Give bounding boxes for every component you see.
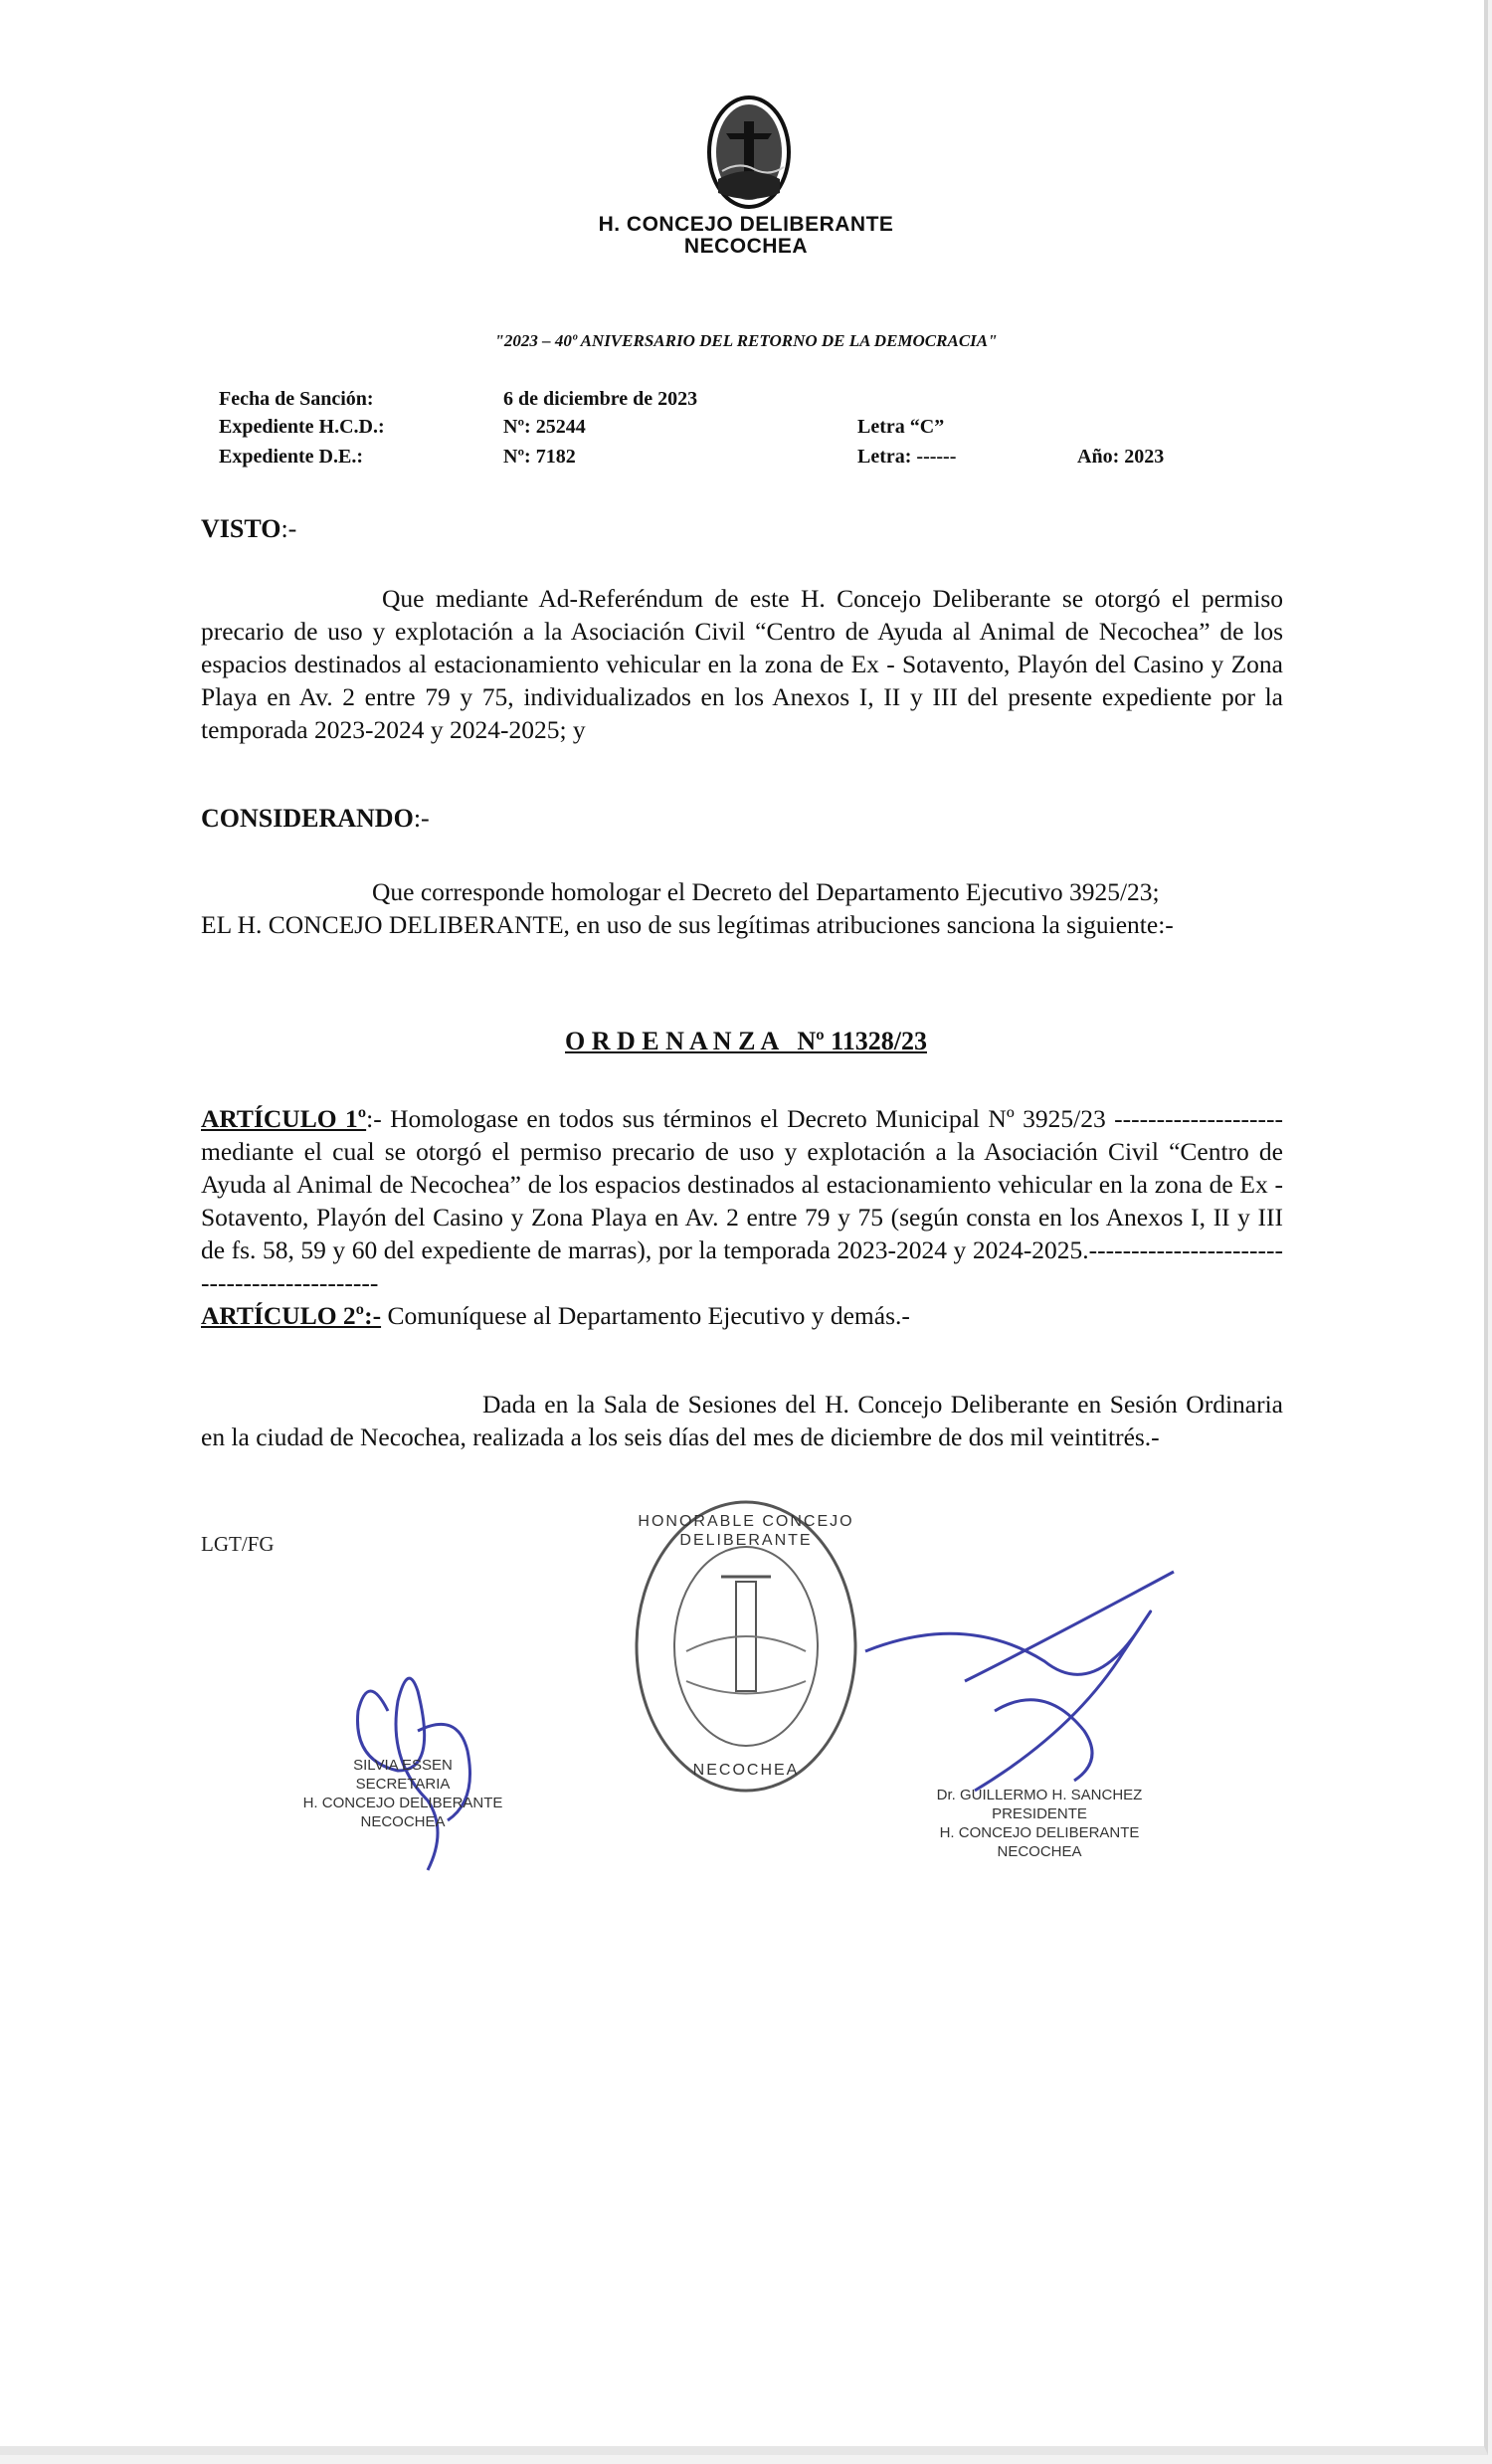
articulo-2: [201, 1299, 1283, 1332]
seal-top-text: HONORABLE CONCEJO DELIBERANTE: [638, 1513, 854, 1549]
de-label: Expediente D.E.:: [219, 446, 363, 468]
articulo-2-text: Comuníquese al Departamento Ejecutivo y demás.-: [381, 1301, 910, 1330]
council-emblem-icon: [704, 94, 794, 211]
signature-right-org: H. CONCEJO DELIBERANTE: [939, 1824, 1140, 1841]
signature-right-role: PRESIDENTE: [992, 1805, 1087, 1822]
closing-paragraph: [201, 1388, 1283, 1453]
fecha-value: 6 de diciembre de 2023: [503, 388, 698, 410]
considerando-text-2: EL H. CONCEJO DELIBERANTE, en uso de sus legítimas atribuciones sanciona la siguiente:-: [201, 910, 1174, 939]
visto-heading: VISTO:-: [201, 514, 297, 543]
closing-text: Dada en la Sala de Sesiones del H. Concejo Deliberante en Sesión Ordinaria en la ciudad de Necochea, realizada a los seis días del mes de diciembre de dos mil veintitrés.-: [201, 1390, 1283, 1451]
articulo-2-label: ARTÍCULO 2º:-: [201, 1301, 382, 1330]
ordenanza-title: O R D E N A N Z A Nº 11328/23: [565, 1027, 927, 1055]
de-letra: Letra: ------: [857, 446, 957, 468]
considerando-heading: CONSIDERANDO:-: [201, 804, 430, 833]
signature-right-block: [895, 1786, 1184, 1861]
signature-right-name: Dr. GUILLERMO H. SANCHEZ: [936, 1787, 1143, 1803]
articulos-block: [201, 1102, 1283, 1332]
signature-left-role: SECRETARIA: [355, 1776, 451, 1793]
signature-left-block: [279, 1756, 527, 1831]
initials: LGT/FG: [201, 1532, 275, 1556]
considerando-paragraph: [201, 875, 1283, 941]
visto-text: Que mediante Ad-Referéndum de este H. Concejo Deliberante se otorgó el permiso precario de uso y explotación a la Asociación Civil “Centro de Ayuda al Animal de Necochea” de los espacios destinados al estacionamiento vehicular en la zona de Ex - Sotavento, Playón del Casino y Zona Playa en Av. 2 entre 79 y 75, individualizados en los Anexos I, II y III del presente expediente por la temporada 2023-2024 y 2024-2025; y: [201, 584, 1283, 744]
anniversary-motto: "2023 – 40º ANIVERSARIO DEL RETORNO DE LA DEMOCRACIA": [494, 331, 998, 350]
hcd-label: Expediente H.C.D.:: [219, 416, 385, 438]
visto-paragraph: [201, 582, 1283, 746]
signature-left-city: NECOCHEA: [360, 1813, 446, 1830]
signature-left-org: H. CONCEJO DELIBERANTE: [302, 1795, 503, 1811]
hcd-number: Nº: 25244: [503, 416, 586, 438]
fecha-label: Fecha de Sanción:: [219, 388, 374, 410]
articulo-1: ARTÍCULO 1º:- Homologase en todos sus términos el Decreto Municipal Nº 3925/23 -------------------- mediante el cual se otorgó el permiso precario de uso y explotación a la Asociación Civil “Centro de Ayuda al Animal de Necochea” de los espacios destinados al estacionamiento vehicular en la zona de Ex - Sotavento, Playón del Casino y Zona Playa en Av. 2 entre 79 y 75 (según consta en los Anexos I, II y III de fs. 58, 59 y 60 del expediente de marras), por la temporada 2023-2024 y 2024-2025.--------------------------------------------: [201, 1104, 1283, 1297]
de-anio: Año: 2023: [1077, 446, 1165, 468]
considerando-text-1: Que corresponde homologar el Decreto del Departamento Ejecutivo 3925/23;: [372, 877, 1160, 906]
de-number: Nº: 7182: [503, 446, 576, 468]
articulo-1-text: Homologase en todos sus términos el Decreto Municipal Nº 3925/23 -------------------- mediante el cual se otorgó el permiso precario de uso y explotación a la Asociación Civil “Centro de Ayuda al Animal de Necochea” de los espacios destinados al estacionamiento vehicular en la zona de Ex - Sotavento, Playón del Casino y Zona Playa en Av. 2 entre 79 y 75 (según consta en los Anexos I, II y III de fs. 58, 59 y 60 del expediente de marras), por la temporada 2023-2024 y 2024-2025.--------------------------------------------: [201, 1104, 1283, 1297]
seal-bottom-text: NECOCHEA: [692, 1762, 800, 1779]
articulo-1-label: ARTÍCULO 1º: [201, 1104, 367, 1133]
org-city: NECOCHEA: [683, 235, 809, 258]
org-name: H. CONCEJO DELIBERANTE: [598, 213, 894, 236]
signature-left-name: SILVIA ESSEN: [353, 1757, 453, 1774]
hcd-letra: Letra “C”: [857, 416, 945, 438]
signature-right-city: NECOCHEA: [997, 1843, 1082, 1860]
